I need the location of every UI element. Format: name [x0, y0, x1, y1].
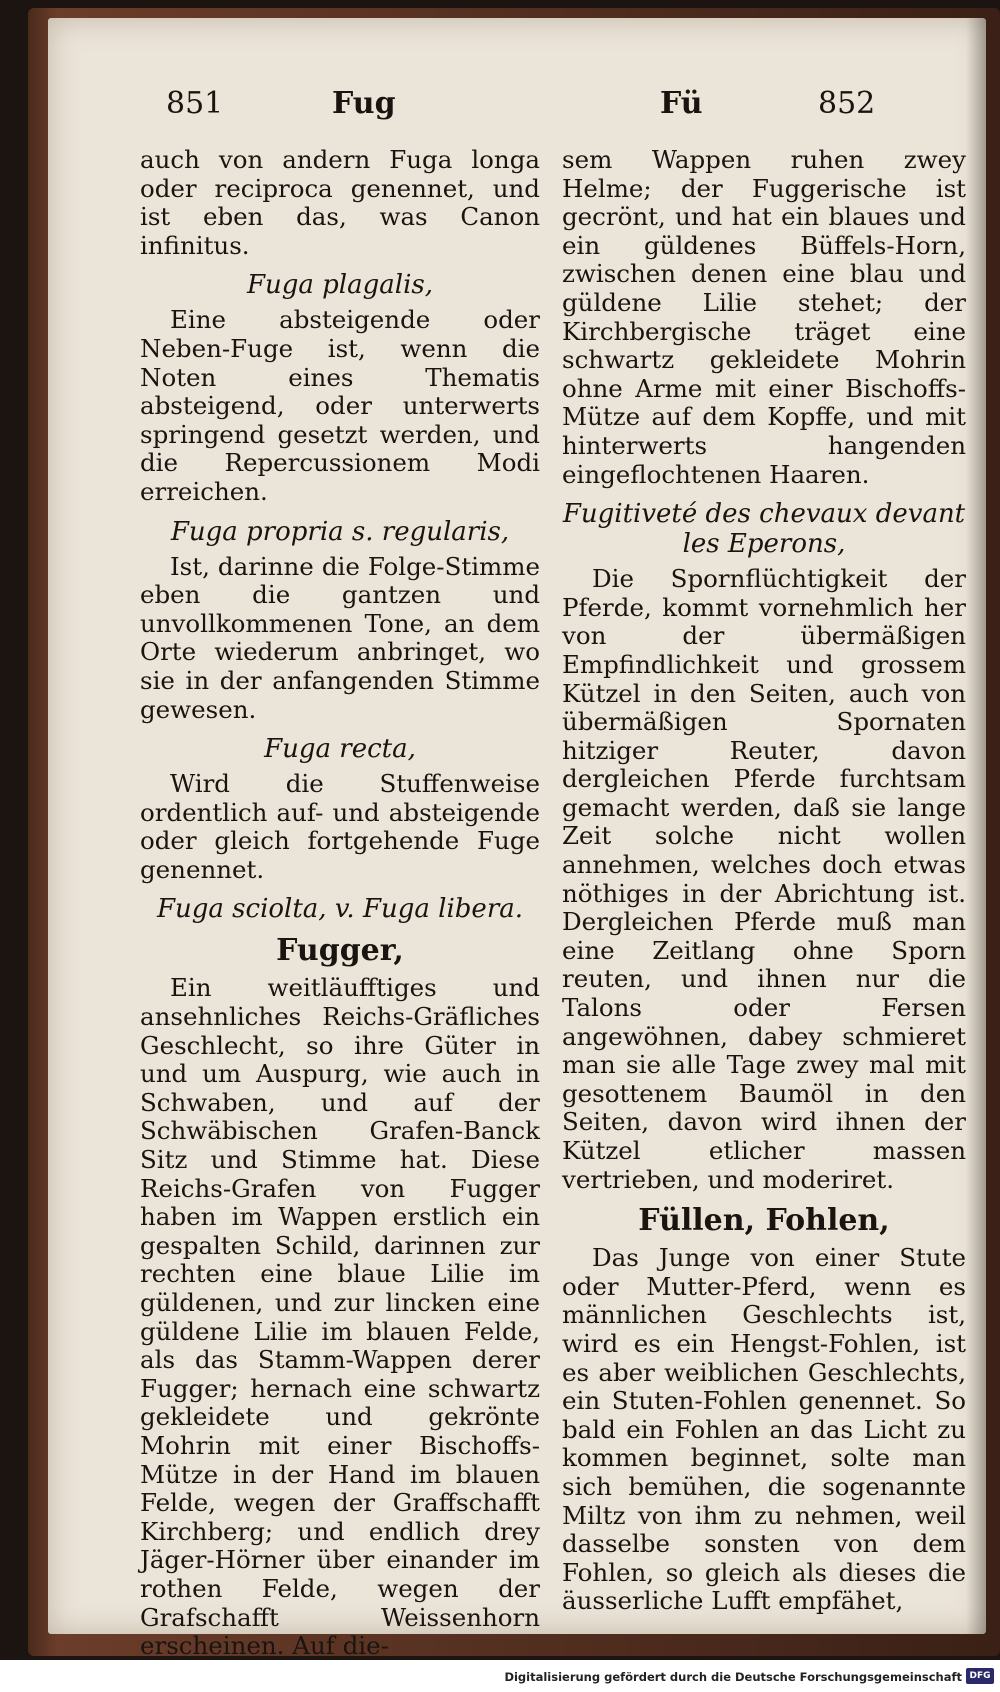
page-shadow [966, 18, 986, 1634]
dfg-logo: DFG [966, 1668, 994, 1684]
left-running-head: Fug [332, 86, 396, 121]
page-header [48, 86, 986, 136]
paragraph: Eine absteigende oder Neben-Fuge ist, wenn die Noten eines Thematis absteigend, oder unterwerts springend gesetzt werden, und die Repercussionem Modi erreichen. [140, 305, 540, 506]
left-page-number: 851 [166, 86, 224, 121]
right-running-head: Fü [660, 86, 703, 121]
lemma-heading-major: Füllen, Fohlen, [638, 1203, 890, 1239]
lemma-heading: Fuga propria s. regularis, [170, 516, 510, 547]
paragraph: Ist, darinne die Folge-Stimme eben die gantzen und unvollkommenen Tone, an dem Orte wiederum anbringet, wo sie in der anfangenden Stimme gewesen. [140, 551, 540, 724]
paragraph: Das Junge von einer Stute oder Mutter-Pferd, wenn es männlichen Geschlechts ist, wird es ein Hengst-Fohlen, ist es aber weiblichen Geschlechts, ein Stuten-Fohlen genennet. So bald ein Fohlen an das Licht zu kommen beginnet, solte man sich bemühen, die sogenannte Miltz von ihm zu nehmen, weil dasselbe sonsten von dem Fohlen, so gleich als dieses die äusserliche Lufft empfähet, [562, 1243, 966, 1616]
paragraph: Die Spornflüchtigkeit der Pferde, kommt vornehmlich her von der übermäßigen Empfindlichkeit und grossem Kützel in den Seiten, auch von übermäßigen Spornaten hitziger Reuter, davon dergleichen Pferde furchtsam gemacht werden, daß sie lange Zeit solche nicht wollen annehmen, welches doch etwas nöthiges in der Abrichtung ist. Dergleichen Pferde muß man eine Zeitlang ohne Sporn reuten, und ihnen nur die Talons oder Fersen angewöhnen, dabey schmieret man sie alle Tage zwey mal mit gesottenem Baumöl in den Seiten, davon wird ihnen der Kützel etlicher massen vertrieben, und moderiret. [562, 564, 966, 1194]
digitization-footer [0, 1664, 1000, 1692]
left-column [140, 146, 540, 1661]
right-page-number: 852 [818, 86, 876, 121]
paragraph: Wird die Stuffenweise ordentlich auf- und absteigende oder gleich fortgehende Fuge genennet. [140, 769, 540, 884]
funding-credit: Digitalisierung gefördert durch die Deutsche Forschungsgemeinschaft [504, 1670, 962, 1684]
page [48, 18, 986, 1661]
paragraph: auch von andern Fuga longa oder reciproca genennet, und ist eben das, was Canon infinitus. [140, 145, 540, 260]
paragraph: Ein weitläufftiges und ansehnliches Reichs-Gräfliches Geschlecht, so ihre Güter in und um Auspurg, wie auch in Schwaben, und auf der Schwäbischen Grafen-Banck Sitz und Stimme hat. Diese Reichs-Grafen von Fugger haben im Wappen erstlich ein gespalten Schild, darinnen zur rechten eine blaue Lilie im güldenen, und zur lincken eine güldene Lilie im blauen Felde, als das Stamm-Wappen derer Fugger; hernach eine schwartz gekleidete und gekrönte Mohrin mit einer Bischoffs-Mütze in der Hand im blauen Felde, wegen der Graffschafft Kirchberg; und endlich drey Jäger-Hörner über einander im rothen Felde, wegen der Grafschafft Weissenhorn erscheinen. Auf die- [140, 973, 540, 1661]
lemma-heading: Fuga sciolta, v. Fuga libera. [156, 894, 524, 925]
paragraph: sem Wappen ruhen zwey Helme; der Fuggerische ist gecrönt, und hat ein blaues und ein güldenes Büffels-Horn, zwischen denen eine blau und güldene Lilie stehet; der Kirchbergische träget eine schwartz gekleidete Mohrin ohne Arme mit einer Bischoffs-Mütze auf dem Kopffe, und mit hinterwerts hangenden eingeflochtenen Haaren. [562, 145, 966, 489]
lemma-heading-major: Fugger, [276, 933, 404, 969]
right-column [562, 146, 966, 1616]
lemma-heading: Fuga recta, [264, 734, 416, 765]
lemma-heading: Fugitiveté des chevaux devant les Eperons, [562, 499, 966, 560]
lemma-heading: Fuga plagalis, [246, 270, 434, 301]
